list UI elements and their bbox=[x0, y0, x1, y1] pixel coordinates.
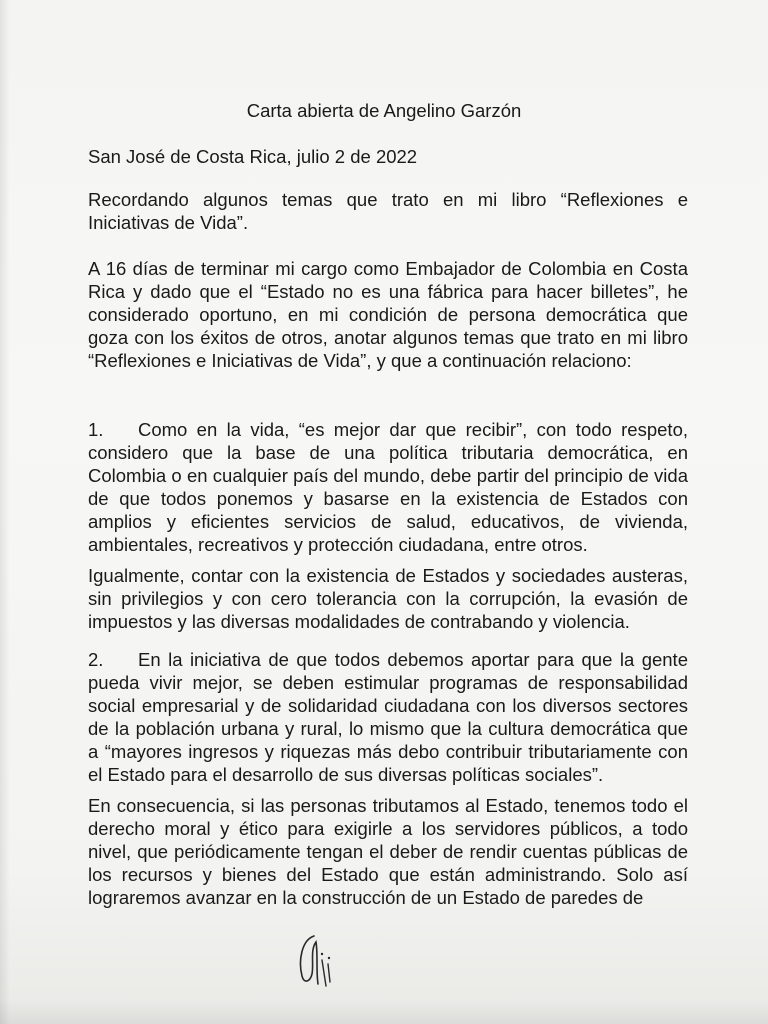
point-1-number: 1. bbox=[88, 419, 104, 440]
signature-mark bbox=[292, 930, 342, 990]
point-1-follow-paragraph: Igualmente, contar con la existencia de Estados y sociedades austeras, sin privilegios y con cero tolerancia con la corrupción, la evasión de impuestos y las diversas modalidades de contrabando y violencia. bbox=[88, 565, 688, 632]
intro-paragraph: Recordando algunos temas que trato en mi libro “Reflexiones e Iniciativas de Vida”. bbox=[88, 189, 688, 233]
date-line: San José de Costa Rica, julio 2 de 2022 bbox=[88, 146, 418, 167]
point-1-paragraph bbox=[88, 418, 688, 556]
point-2-follow-paragraph: En consecuencia, si las personas tributamos al Estado, tenemos todo el derecho moral y ético para exigirle a los servidores públicos, a todo nivel, que periódicamente tengan el deber de rendir cuentas públicas de los recursos y bienes del Estado que están administrando. Solo así lograremos avanzar en la construcción de un Estado de paredes de bbox=[88, 795, 688, 908]
point-2-number: 2. bbox=[88, 649, 104, 670]
page-edge-shadow bbox=[0, 0, 10, 1024]
point-2-paragraph bbox=[88, 648, 688, 786]
point-2-text: En la iniciativa de que todos debemos aportar para que la gente pueda vivir mejor, se deben estimular programas de responsabilidad social empresarial y de solidaridad ciudadana con los diversos sectores de la población urbana y rural, lo mismo que la cultura democrática que a “mayores ingresos y riquezas más debo contribuir tributariamente con el Estado para el desarrollo de sus diversas políticas sociales”. bbox=[88, 649, 688, 785]
page-bottom-shadow bbox=[0, 1000, 768, 1024]
letter-title: Carta abierta de Angelino Garzón bbox=[246, 100, 522, 121]
context-paragraph: A 16 días de terminar mi cargo como Embajador de Colombia en Costa Rica y dado que el “Estado no es una fábrica para hacer billetes”, he considerado oportuno, en mi condición de persona democrática que goza con los éxitos de otros, anotar algunos temas que trato en mi libro “Reflexiones e Iniciativas de Vida”, y que a continuación relaciono: bbox=[88, 258, 688, 371]
point-1-text: Como en la vida, “es mejor dar que recibir”, con todo respeto, considero que la base de una política tributaria democrática, en Colombia o en cualquier país del mundo, debe partir del principio de vida de que todos ponemos y basarse en la existencia de Estados con amplios y eficientes servicios de salud, educativos, de vivienda, ambientales, recreativos y protección ciudadana, entre otros. bbox=[88, 419, 688, 555]
